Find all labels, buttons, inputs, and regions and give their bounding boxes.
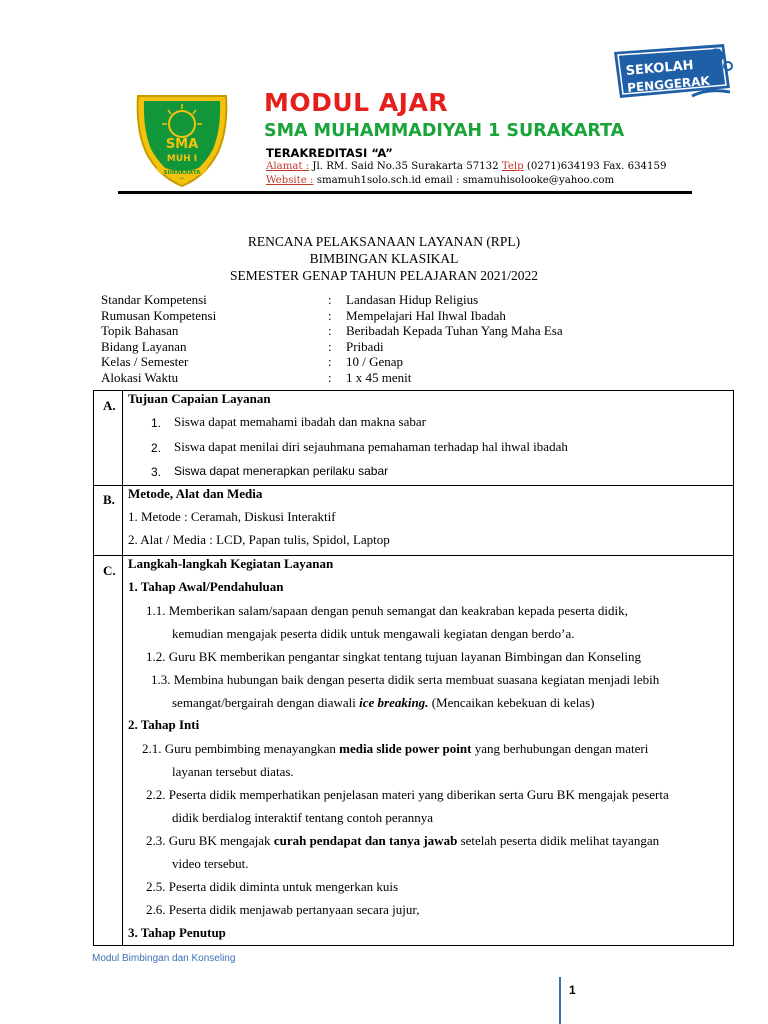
goal-num: 1.: [151, 416, 162, 430]
info-value: Beribadah Kepada Tuhan Yang Maha Esa: [346, 323, 563, 338]
step-text: 1.2. Guru BK memberikan pengantar singkat tentang tujuan layanan Bimbingan dan Konseling: [146, 649, 641, 664]
info-label: Kelas / Semester: [101, 354, 189, 369]
svg-text:SEKOLAH: SEKOLAH: [625, 58, 695, 79]
media-line: 2. Alat / Media : LCD, Papan tulis, Spidol, Laptop: [128, 532, 390, 547]
step-text-part: 2.1. Guru pembimbing menayangkan: [142, 741, 340, 756]
info-colon: :: [328, 369, 332, 385]
step-text: layanan tersebut diatas.: [172, 764, 294, 779]
address-text: Jl. RM. Said No.35 Surakarta 57132: [309, 161, 502, 172]
header-divider: [118, 191, 692, 194]
website-text: smamuh1solo.sch.id email : smamuhisolooke@yahoo.com: [313, 175, 615, 186]
svg-text:MUH I: MUH I: [166, 154, 198, 164]
footer-divider: [559, 977, 561, 1024]
step-text: kemudian mengajak peserta didik untuk mengawali kegiatan dengan berdo’a.: [172, 626, 575, 641]
school-website: [266, 175, 614, 186]
step-text-part: yang berhubungan dengan materi: [471, 741, 649, 756]
info-label: Topik Bahasan: [101, 323, 179, 338]
info-row: [101, 354, 621, 370]
module-title: MODUL AJAR: [264, 88, 449, 117]
school-name: SMA MUHAMMADIYAH 1 SURAKARTA: [264, 121, 625, 141]
info-row: [101, 308, 621, 324]
svg-text:SMA: SMA: [165, 137, 199, 152]
school-address: [266, 161, 666, 172]
step-text-part: semangat/bergairah dengan diawali: [172, 695, 360, 710]
info-value: 10 / Genap: [346, 354, 404, 369]
step-text-part: setelah peserta didik melihat tayangan: [457, 833, 660, 848]
step-text-part: (Mencaikan kebekuan di kelas): [428, 695, 595, 710]
info-row: [101, 292, 621, 308]
step-text: didik berdialog interaktif tentang contoh perannya: [172, 810, 433, 825]
activity-table: [93, 390, 734, 946]
section-c-title: Langkah-langkah Kegiatan Layanan: [128, 556, 334, 571]
info-colon: :: [328, 354, 332, 369]
info-row: [101, 339, 621, 355]
heading-line-2: BIMBINGAN KLASIKAL: [309, 251, 459, 266]
stage-3-title: 3. Tahap Penutup: [128, 925, 226, 940]
goal-text: Siswa dapat memahami ibadah dan makna sabar: [174, 414, 426, 429]
info-colon: :: [328, 307, 332, 323]
step-text-part: 2.3. Guru BK mengajak: [146, 833, 274, 848]
info-colon: :: [328, 292, 332, 307]
info-value: 1 x 45 menit: [346, 369, 412, 385]
info-colon: :: [328, 338, 332, 354]
step-text: [172, 695, 594, 711]
heading-line-1: RENCANA PELAKSANAAN LAYANAN (RPL): [247, 234, 521, 249]
step-text: 1.1. Memberikan salam/sapaan dengan penuh semangat dan keakraban kepada peserta didik,: [146, 603, 628, 618]
info-row: [101, 323, 621, 339]
goal-num: 2.: [151, 441, 162, 455]
info-colon: :: [328, 323, 332, 338]
step-text: [146, 833, 659, 849]
goal-text: Siswa dapat menilai diri sejauhmana pemahaman terhadap hal ihwal ibadah: [174, 439, 568, 454]
table-column-divider: [122, 391, 123, 945]
info-label: Bidang Layanan: [101, 338, 187, 354]
address-label: Alamat :: [266, 161, 310, 172]
step-text: 1.3. Membina hubungan baik dengan peserta didik serta membuat suasana kegiatan menjadi lebih: [151, 672, 660, 687]
phone-label: Telp: [501, 161, 524, 172]
info-row: [101, 370, 621, 386]
lesson-info: [101, 292, 621, 385]
heading-line-3: SEMESTER GENAP TAHUN PELAJARAN 2021/2022: [230, 268, 538, 283]
step-text: 2.6. Peserta didik menjawab pertanyaan secara jujur,: [146, 902, 420, 917]
goal-num: 3.: [151, 465, 162, 479]
step-bold: curah pendapat dan tanya jawab: [273, 833, 458, 848]
section-b-letter: B.: [103, 492, 115, 507]
website-label: Website :: [266, 175, 314, 186]
method-line: 1. Metode : Ceramah, Diskusi Interaktif: [128, 509, 336, 524]
info-label: Rumusan Kompetensi: [101, 307, 217, 323]
ice-breaking-emphasis: ice breaking.: [359, 695, 429, 710]
accreditation: TERAKREDITASI “A”: [266, 146, 393, 160]
stage-1-title: 1. Tahap Awal/Pendahuluan: [128, 579, 284, 594]
section-a-letter: A.: [103, 398, 116, 413]
stage-2-title: 2. Tahap Inti: [128, 717, 200, 732]
step-text: [142, 741, 648, 757]
section-c-letter: C.: [103, 563, 116, 578]
goal-text: Siswa dapat menerapkan perilaku sabar: [174, 464, 389, 478]
info-value: Landasan Hidup Religius: [346, 292, 479, 307]
section-b-title: Metode, Alat dan Media: [128, 486, 263, 501]
school-logo: [118, 90, 246, 190]
phone-text: (0271)634193 Fax. 634159: [523, 161, 667, 172]
step-text: 2.5. Peserta didik diminta untuk mengerkan kuis: [146, 879, 399, 894]
section-a-title: Tujuan Capaian Layanan: [128, 391, 271, 406]
footer-label: Modul Bimbingan dan Konseling: [92, 953, 236, 964]
svg-text:SURAKARTA: SURAKARTA: [163, 170, 201, 176]
info-value: Mempelajari Hal Ihwal Ibadah: [346, 307, 506, 323]
step-text: 2.2. Peserta didik memperhatikan penjelasan materi yang diberikan serta Guru BK mengajak peserta: [146, 787, 669, 802]
info-label: Alokasi Waktu: [101, 369, 179, 385]
letterhead: [0, 0, 768, 200]
step-bold: media slide power point: [339, 741, 472, 756]
info-label: Standar Kompetensi: [101, 292, 207, 307]
page-number: 1: [569, 983, 576, 997]
info-value: Pribadi: [346, 338, 384, 354]
document-heading: [0, 233, 768, 284]
step-text: video tersebut.: [172, 856, 249, 871]
sekolah-penggerak-badge: [612, 44, 736, 102]
svg-text:PENGGERAK: PENGGERAK: [626, 73, 711, 95]
